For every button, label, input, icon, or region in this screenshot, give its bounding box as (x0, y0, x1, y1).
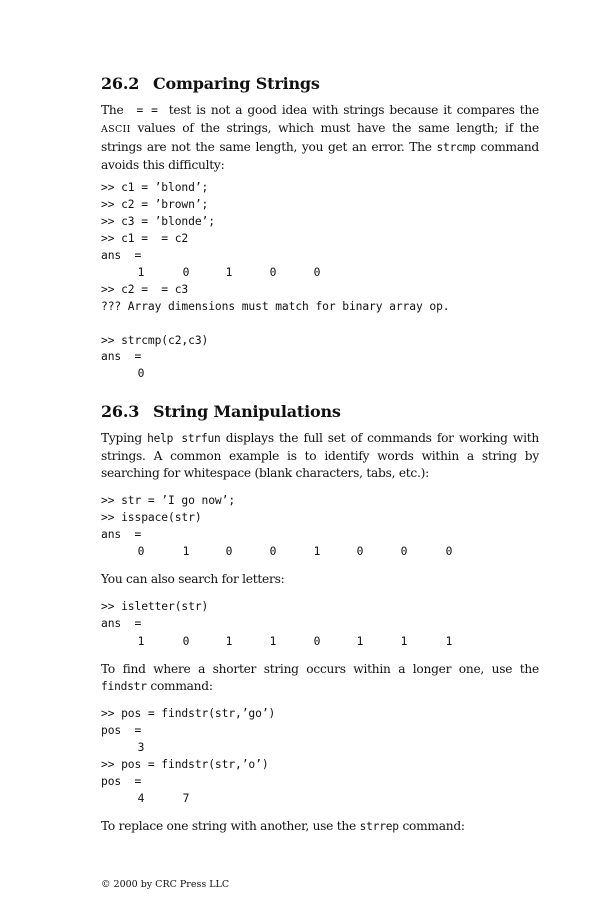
text-run: command: (398, 819, 465, 833)
output-value: 1 (137, 266, 145, 279)
ascii-smallcaps: ASCII (101, 123, 131, 135)
section-number: 26.2 (101, 74, 140, 93)
text-run: test is not a good idea with strings because it compares the (163, 103, 539, 117)
output-value: 0 (137, 367, 145, 380)
code-line: ans = (101, 249, 142, 262)
code-line: ans = (101, 617, 142, 630)
output-value: 1 (225, 266, 233, 279)
paragraph-string-manipulations (101, 430, 539, 482)
text-run: Typing (101, 431, 148, 445)
section-number: 26.3 (101, 402, 140, 421)
output-value: 1 (356, 635, 364, 648)
strrep-command: strrep (359, 820, 399, 833)
paragraph-strrep (101, 818, 539, 836)
paragraph-search-letters: You can also search for letters: (101, 572, 285, 586)
text-run: values of the strings, which must have the same length; if the strings are not the same length, you get an error. The (101, 120, 539, 154)
code-line: >> str = ’I go now’; (101, 494, 236, 507)
text-run: command: (146, 678, 213, 693)
equality-operator: = = (136, 104, 158, 117)
text-run: To find where a shorter string occurs within a longer one, use the (101, 662, 539, 676)
output-value: 0 (356, 545, 364, 558)
text-run: To replace one string with another, use the (101, 819, 360, 833)
code-line: pos = (101, 724, 142, 737)
output-value: 0 (313, 635, 321, 648)
code-line: >> strcmp(c2,c3) (101, 334, 209, 347)
code-line: >> c3 = ’blonde’; (101, 215, 215, 228)
output-value: 7 (182, 792, 190, 805)
output-value: 0 (400, 545, 408, 558)
paragraph-comparing-strings (101, 102, 539, 174)
code-line: ans = (101, 528, 142, 541)
code-line: >> c2 = = c3 (101, 283, 189, 296)
paragraph-findstr (101, 661, 539, 696)
text-run: command avoids this difficulty: (101, 139, 539, 172)
output-value: 1 (137, 635, 145, 648)
output-value: 0 (269, 266, 277, 279)
code-line: >> isletter(str) (101, 600, 209, 613)
output-value: 1 (313, 545, 321, 558)
output-value: 1 (445, 635, 453, 648)
output-value: 0 (313, 266, 321, 279)
output-value: 1 (400, 635, 408, 648)
output-value: 3 (137, 741, 145, 754)
code-line: >> isspace(str) (101, 511, 202, 524)
code-line: >> c1 = ’blond’; (101, 181, 209, 194)
code-line: pos = (101, 775, 142, 788)
text-run: displays the full set of commands for working with strings. A common example is to identify words within a string by searching for whitespace (blank characters, tabs, etc.): (101, 431, 540, 480)
output-value: 1 (182, 545, 190, 558)
code-line: >> pos = findstr(str,’o’) (101, 758, 269, 771)
output-value: 0 (182, 266, 190, 279)
code-line: >> c1 = = c2 (101, 232, 189, 245)
code-line: ??? Array dimensions must match for binary array op. (101, 300, 450, 313)
output-value: 4 (137, 792, 145, 805)
code-line: >> c2 = ’brown’; (101, 198, 209, 211)
section-heading-26-2 (101, 74, 320, 93)
output-value: 0 (182, 635, 190, 648)
output-value: 0 (269, 545, 277, 558)
copyright-footer: © 2000 by CRC Press LLC (101, 879, 230, 890)
strcmp-command: strcmp (436, 140, 476, 154)
code-line: ans = (101, 350, 142, 363)
code-line: >> pos = findstr(str,’go’) (101, 707, 276, 720)
section-title: String Manipulations (153, 402, 341, 421)
help-strfun-command: help strfun (147, 432, 221, 445)
findstr-command: findstr (101, 679, 147, 693)
section-title: Comparing Strings (153, 74, 320, 93)
output-value: 1 (269, 635, 277, 648)
text-run: The (101, 103, 129, 117)
output-value: 0 (225, 545, 233, 558)
section-heading-26-3 (101, 402, 341, 421)
output-value: 0 (445, 545, 453, 558)
output-value: 0 (137, 545, 145, 558)
output-value: 1 (225, 635, 233, 648)
